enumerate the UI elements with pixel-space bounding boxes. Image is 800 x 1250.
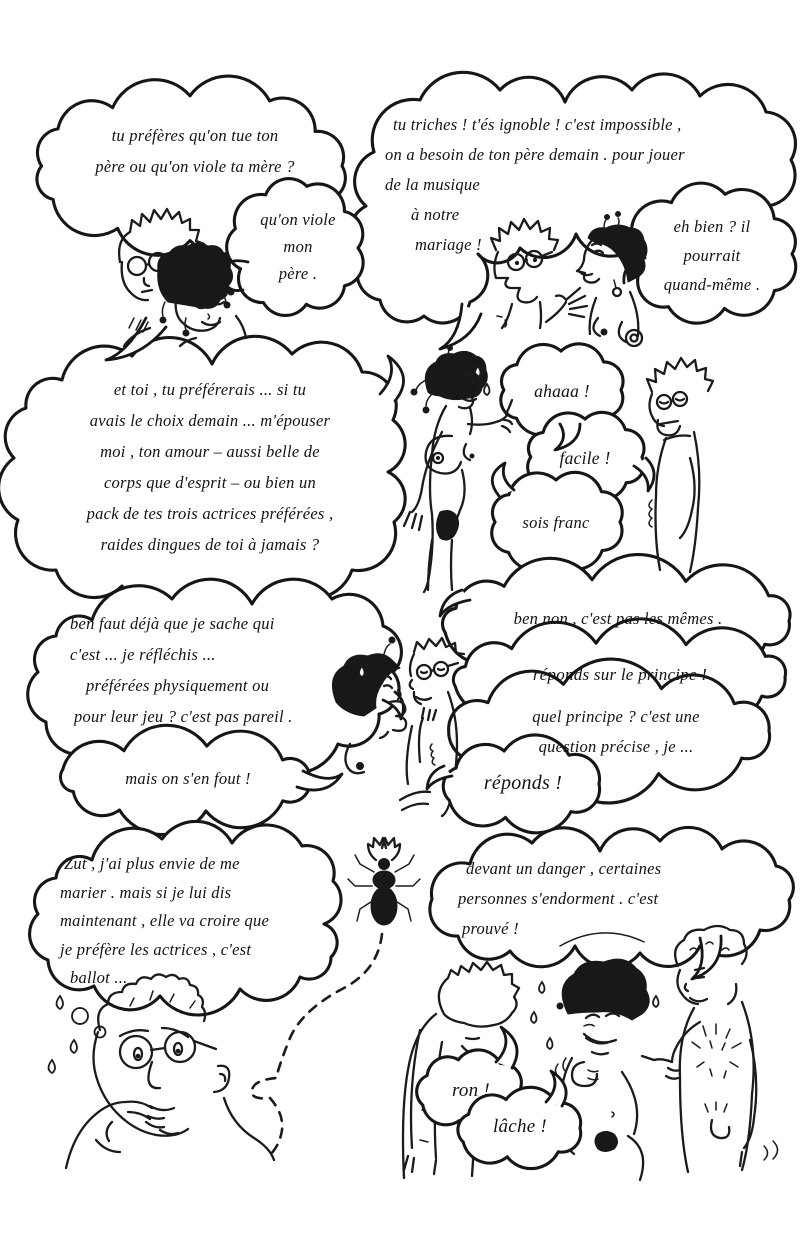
bubble-line: de la musique (385, 175, 480, 194)
speech-bubble-tail (297, 771, 342, 790)
bubble-line: question précise , je ... (538, 737, 694, 756)
speech-bubble-text-s5b4: lâche ! (493, 1116, 547, 1137)
bubble-line: marier . mais si je lui dis (60, 882, 232, 902)
speech-bubble-text-s4b5 (466, 702, 766, 762)
bubble-line: quel principe ? c'est une (532, 707, 700, 726)
speech-bubble-text-s3b4: sois franc (522, 513, 590, 532)
bubble-line: devant un danger , certaines (466, 859, 662, 878)
bubble-line: moi , ton amour – aussi belle de (100, 442, 320, 461)
bubble-line: c'est ... je réfléchis ... (70, 645, 216, 664)
bubble-line: et toi , tu préférerais ... si tu (113, 380, 307, 399)
speech-bubble-text-s4b3: ben non , c'est pas les mêmes . (513, 609, 723, 628)
bubble-line: mon (283, 237, 313, 256)
bubble-line: qu'on viole (260, 210, 336, 229)
bubble-line: mariage ! (415, 235, 482, 254)
bubble-line: corps que d'esprit – ou bien un (103, 473, 316, 492)
bubble-line: maintenant , elle va croire que (60, 911, 270, 930)
bubble-line: prouvé ! (462, 919, 519, 938)
bubble-line: raides dingues de toi à jamais ? (100, 535, 320, 554)
bubble-line: pack de tes trois actrices préférées , (86, 504, 334, 523)
speech-bubble-text-s4b1 (70, 608, 376, 732)
speech-bubble-text-s4b2: mais on s'en fout ! (125, 769, 251, 788)
speech-bubble-text-s1b1 (52, 120, 338, 182)
bubble-line: tu triches ! t'és ignoble ! c'est impossible , (393, 115, 682, 134)
bubble-line: je préfère les actrices , c'est (60, 939, 252, 959)
bubble-line: on a besoin de ton père demain . pour jouer (385, 145, 685, 164)
speech-bubble-tail (546, 1071, 566, 1106)
speech-bubble-text-s1b2 (246, 206, 350, 287)
speech-bubble-tail (496, 1027, 517, 1068)
speech-bubble-text-s4b6: réponds ! (483, 772, 563, 794)
bubble-line: quand-même . (663, 275, 761, 294)
bubble-line: préférées physiquement ou (86, 676, 270, 695)
speech-bubble-text-s5b2 (458, 854, 784, 944)
bubble-line: avais le choix demain ... m'épouser (89, 411, 331, 430)
bubble-line: père . (278, 264, 318, 283)
bubble-line: pour leur jeu ? c'est pas pareil . (74, 707, 293, 726)
speech-bubble-text-s3b2: ahaaa ! (534, 381, 590, 401)
laughing-man-figure (647, 358, 713, 572)
speech-bubble-text-s3b3: facile ! (559, 448, 611, 468)
speech-bubble-tail (492, 463, 514, 496)
speech-bubble-text-s2b2 (642, 212, 782, 299)
bubble-line: eh bien ? il (673, 217, 751, 236)
bubble-line: tu préfères qu'on tue ton (111, 126, 279, 145)
speech-bubble-text-s3b1 (42, 374, 378, 560)
bubble-line: personnes s'endorment . c'est (458, 889, 659, 908)
bubble-line: Zut , j'ai plus envie de me (64, 854, 240, 873)
speech-bubble-text-s4b4: réponds sur le principe ! (532, 665, 708, 684)
speech-bubble-text-s5b3: ron ! (451, 1080, 491, 1101)
bubble-line: à notre (411, 205, 460, 224)
bubble-line: ben faut déjà que je sache qui (70, 614, 275, 633)
bubble-line: ballot ... (70, 968, 128, 987)
worried-man-biting-finger-figure (49, 974, 275, 1168)
bubble-line: père ou qu'on viole ta mère ? (95, 157, 295, 176)
speech-bubble-text-s5b1 (60, 850, 346, 993)
bubble-line: pourrait (683, 246, 741, 265)
